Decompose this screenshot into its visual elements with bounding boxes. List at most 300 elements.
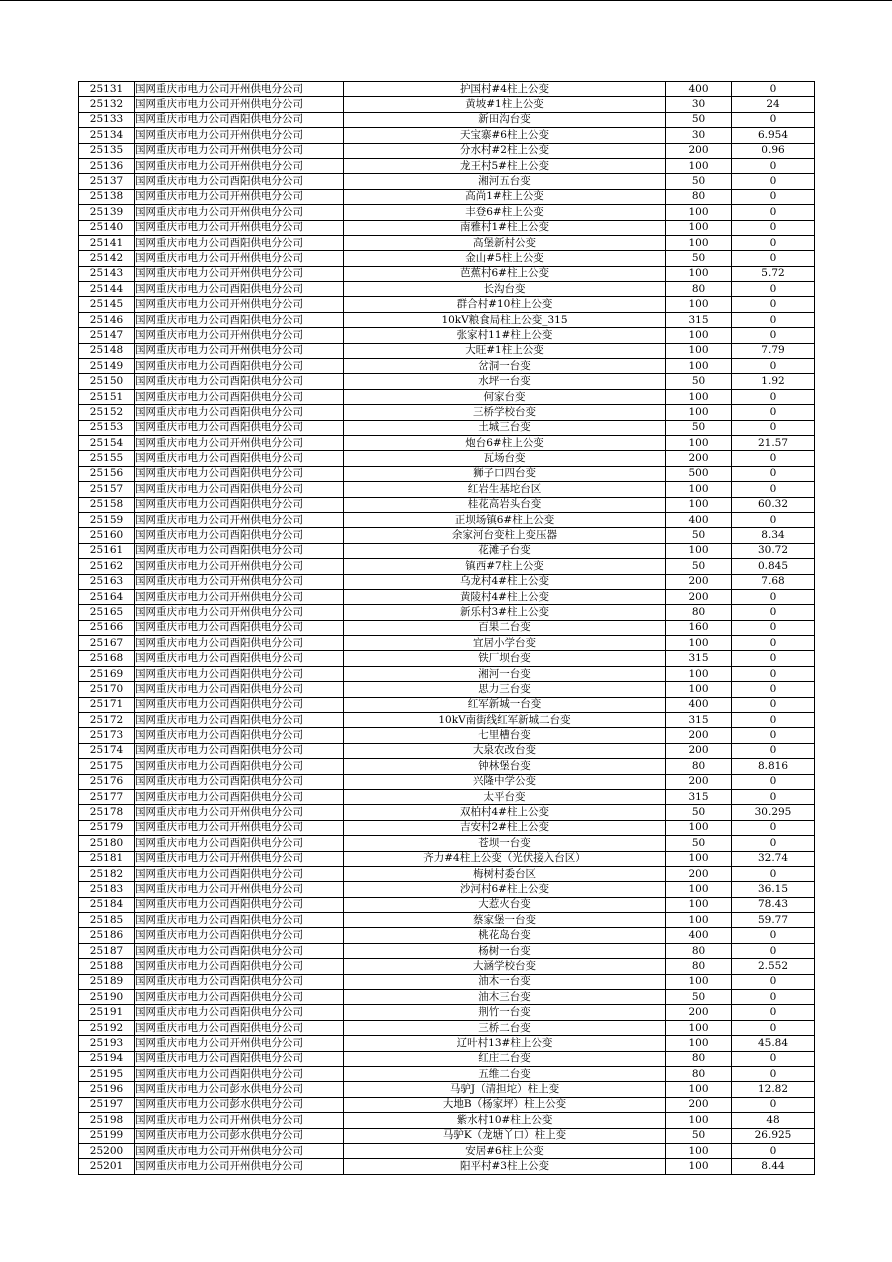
capacity-cell: 315 bbox=[666, 789, 732, 804]
value-cell: 0 bbox=[732, 312, 815, 327]
capacity-cell: 200 bbox=[666, 1097, 732, 1112]
value-cell: 0.845 bbox=[732, 559, 815, 574]
value-cell: 5.72 bbox=[732, 266, 815, 281]
value-cell: 0 bbox=[732, 420, 815, 435]
transformer-name-cell: 百果二台变 bbox=[344, 620, 666, 635]
company-cell: 国网重庆市电力公司开州供电分公司 bbox=[135, 128, 344, 143]
row-id-cell: 25164 bbox=[79, 589, 135, 604]
row-id-cell: 25187 bbox=[79, 943, 135, 958]
value-cell: 0 bbox=[732, 328, 815, 343]
row-id-cell: 25150 bbox=[79, 374, 135, 389]
company-cell: 国网重庆市电力公司开州供电分公司 bbox=[135, 297, 344, 312]
table-row bbox=[79, 528, 815, 543]
transformer-name-cell: 张家村11#柱上公变 bbox=[344, 328, 666, 343]
transformer-name-cell: 长沟台变 bbox=[344, 282, 666, 297]
row-id-cell: 25133 bbox=[79, 112, 135, 127]
row-id-cell: 25158 bbox=[79, 497, 135, 512]
table-row bbox=[79, 543, 815, 558]
table-row bbox=[79, 928, 815, 943]
value-cell: 2.552 bbox=[732, 959, 815, 974]
capacity-cell: 100 bbox=[666, 389, 732, 404]
row-id-cell: 25194 bbox=[79, 1051, 135, 1066]
row-id-cell: 25188 bbox=[79, 959, 135, 974]
row-id-cell: 25200 bbox=[79, 1143, 135, 1158]
transformer-name-cell: 桃花岛台变 bbox=[344, 928, 666, 943]
row-id-cell: 25142 bbox=[79, 251, 135, 266]
capacity-cell: 200 bbox=[666, 589, 732, 604]
row-id-cell: 25169 bbox=[79, 666, 135, 681]
company-cell: 国网重庆市电力公司开州供电分公司 bbox=[135, 1159, 344, 1174]
value-cell: 0 bbox=[732, 359, 815, 374]
company-cell: 国网重庆市电力公司开州供电分公司 bbox=[135, 205, 344, 220]
capacity-cell: 315 bbox=[666, 312, 732, 327]
transformer-name-cell: 龙王村5#柱上公变 bbox=[344, 158, 666, 173]
table-row bbox=[79, 235, 815, 250]
company-cell: 国网重庆市电力公司开州供电分公司 bbox=[135, 435, 344, 450]
value-cell: 0 bbox=[732, 1067, 815, 1082]
table-row bbox=[79, 420, 815, 435]
value-cell: 0 bbox=[732, 282, 815, 297]
transformer-name-cell: 大泉农改台变 bbox=[344, 743, 666, 758]
table-row bbox=[79, 805, 815, 820]
value-cell: 0 bbox=[732, 189, 815, 204]
capacity-cell: 100 bbox=[666, 405, 732, 420]
capacity-cell: 100 bbox=[666, 158, 732, 173]
value-cell: 0 bbox=[732, 620, 815, 635]
capacity-cell: 100 bbox=[666, 543, 732, 558]
transformer-name-cell: 红军新城一台变 bbox=[344, 697, 666, 712]
page-top-rule bbox=[0, 0, 892, 1]
company-cell: 国网重庆市电力公司酉阳供电分公司 bbox=[135, 728, 344, 743]
capacity-cell: 30 bbox=[666, 97, 732, 112]
row-id-cell: 25145 bbox=[79, 297, 135, 312]
transformer-name-cell: 杨树一台变 bbox=[344, 943, 666, 958]
row-id-cell: 25190 bbox=[79, 990, 135, 1005]
table-row bbox=[79, 943, 815, 958]
transformer-name-cell: 丰登6#柱上公变 bbox=[344, 205, 666, 220]
company-cell: 国网重庆市电力公司酉阳供电分公司 bbox=[135, 866, 344, 881]
value-cell: 0 bbox=[732, 666, 815, 681]
transformer-name-cell: 紫水村10#柱上公变 bbox=[344, 1113, 666, 1128]
row-id-cell: 25201 bbox=[79, 1159, 135, 1174]
company-cell: 国网重庆市电力公司开州供电分公司 bbox=[135, 82, 344, 97]
row-id-cell: 25149 bbox=[79, 359, 135, 374]
company-cell: 国网重庆市电力公司酉阳供电分公司 bbox=[135, 836, 344, 851]
table-row bbox=[79, 651, 815, 666]
row-id-cell: 25154 bbox=[79, 435, 135, 450]
table-row bbox=[79, 1082, 815, 1097]
capacity-cell: 50 bbox=[666, 112, 732, 127]
value-cell: 24 bbox=[732, 97, 815, 112]
value-cell: 21.57 bbox=[732, 435, 815, 450]
value-cell: 6.954 bbox=[732, 128, 815, 143]
table-row bbox=[79, 682, 815, 697]
capacity-cell: 200 bbox=[666, 451, 732, 466]
table-row bbox=[79, 174, 815, 189]
row-id-cell: 25182 bbox=[79, 866, 135, 881]
transformer-name-cell: 油木一台变 bbox=[344, 974, 666, 989]
table-row bbox=[79, 605, 815, 620]
value-cell: 0 bbox=[732, 297, 815, 312]
capacity-cell: 50 bbox=[666, 251, 732, 266]
company-cell: 国网重庆市电力公司酉阳供电分公司 bbox=[135, 943, 344, 958]
table-row bbox=[79, 743, 815, 758]
row-id-cell: 25171 bbox=[79, 697, 135, 712]
capacity-cell: 100 bbox=[666, 1159, 732, 1174]
table-row bbox=[79, 974, 815, 989]
value-cell: 0 bbox=[732, 866, 815, 881]
row-id-cell: 25161 bbox=[79, 543, 135, 558]
capacity-cell: 100 bbox=[666, 205, 732, 220]
table-row bbox=[79, 1159, 815, 1174]
value-cell: 0 bbox=[732, 158, 815, 173]
value-cell: 0 bbox=[732, 774, 815, 789]
transformer-name-cell: 余家河台变柱上变压器 bbox=[344, 528, 666, 543]
value-cell: 0 bbox=[732, 820, 815, 835]
row-id-cell: 25175 bbox=[79, 759, 135, 774]
value-cell: 0 bbox=[732, 697, 815, 712]
capacity-cell: 100 bbox=[666, 1082, 732, 1097]
capacity-cell: 500 bbox=[666, 466, 732, 481]
capacity-cell: 80 bbox=[666, 282, 732, 297]
row-id-cell: 25136 bbox=[79, 158, 135, 173]
capacity-cell: 80 bbox=[666, 1067, 732, 1082]
company-cell: 国网重庆市电力公司酉阳供电分公司 bbox=[135, 990, 344, 1005]
table-row bbox=[79, 636, 815, 651]
company-cell: 国网重庆市电力公司酉阳供电分公司 bbox=[135, 405, 344, 420]
value-cell: 0 bbox=[732, 974, 815, 989]
value-cell: 48 bbox=[732, 1113, 815, 1128]
table-row bbox=[79, 359, 815, 374]
value-cell: 36.15 bbox=[732, 882, 815, 897]
company-cell: 国网重庆市电力公司酉阳供电分公司 bbox=[135, 1051, 344, 1066]
capacity-cell: 200 bbox=[666, 866, 732, 881]
transformer-name-cell: 群合村#10柱上公变 bbox=[344, 297, 666, 312]
company-cell: 国网重庆市电力公司酉阳供电分公司 bbox=[135, 466, 344, 481]
company-cell: 国网重庆市电力公司开州供电分公司 bbox=[135, 251, 344, 266]
capacity-cell: 100 bbox=[666, 682, 732, 697]
row-id-cell: 25165 bbox=[79, 605, 135, 620]
table-row bbox=[79, 713, 815, 728]
row-id-cell: 25140 bbox=[79, 220, 135, 235]
value-cell: 0 bbox=[732, 789, 815, 804]
row-id-cell: 25174 bbox=[79, 743, 135, 758]
capacity-cell: 100 bbox=[666, 1020, 732, 1035]
transformer-name-cell: 新田沟台变 bbox=[344, 112, 666, 127]
company-cell: 国网重庆市电力公司开州供电分公司 bbox=[135, 343, 344, 358]
transformer-name-cell: 水坪一台变 bbox=[344, 374, 666, 389]
company-cell: 国网重庆市电力公司开州供电分公司 bbox=[135, 820, 344, 835]
capacity-cell: 100 bbox=[666, 497, 732, 512]
row-id-cell: 25178 bbox=[79, 805, 135, 820]
company-cell: 国网重庆市电力公司酉阳供电分公司 bbox=[135, 928, 344, 943]
value-cell: 0 bbox=[732, 651, 815, 666]
value-cell: 60.32 bbox=[732, 497, 815, 512]
value-cell: 0 bbox=[732, 482, 815, 497]
table-row bbox=[79, 297, 815, 312]
value-cell: 30.295 bbox=[732, 805, 815, 820]
company-cell: 国网重庆市电力公司开州供电分公司 bbox=[135, 589, 344, 604]
company-cell: 国网重庆市电力公司酉阳供电分公司 bbox=[135, 620, 344, 635]
table-row bbox=[79, 189, 815, 204]
table-row bbox=[79, 266, 815, 281]
row-id-cell: 25135 bbox=[79, 143, 135, 158]
company-cell: 国网重庆市电力公司开州供电分公司 bbox=[135, 1143, 344, 1158]
capacity-cell: 400 bbox=[666, 928, 732, 943]
capacity-cell: 100 bbox=[666, 974, 732, 989]
transformer-name-cell: 黄陵村4#柱上公变 bbox=[344, 589, 666, 604]
transformer-name-cell: 护国村#4柱上公变 bbox=[344, 82, 666, 97]
transformer-name-cell: 湘河一台变 bbox=[344, 666, 666, 681]
table-row bbox=[79, 374, 815, 389]
row-id-cell: 25160 bbox=[79, 528, 135, 543]
table-row bbox=[79, 697, 815, 712]
company-cell: 国网重庆市电力公司酉阳供电分公司 bbox=[135, 897, 344, 912]
transformer-name-cell: 大惹火台变 bbox=[344, 897, 666, 912]
transformer-name-cell: 五维二台变 bbox=[344, 1067, 666, 1082]
transformer-name-cell: 兴隆中学公变 bbox=[344, 774, 666, 789]
table-row bbox=[79, 990, 815, 1005]
transformer-name-cell: 花滩子台变 bbox=[344, 543, 666, 558]
row-id-cell: 25155 bbox=[79, 451, 135, 466]
transformer-name-cell: 马驴J（清担坨）柱上变 bbox=[344, 1082, 666, 1097]
table-row bbox=[79, 1036, 815, 1051]
transformer-name-cell: 太平台变 bbox=[344, 789, 666, 804]
company-cell: 国网重庆市电力公司酉阳供电分公司 bbox=[135, 235, 344, 250]
row-id-cell: 25147 bbox=[79, 328, 135, 343]
row-id-cell: 25191 bbox=[79, 1005, 135, 1020]
table-row bbox=[79, 1051, 815, 1066]
capacity-cell: 80 bbox=[666, 189, 732, 204]
table-row bbox=[79, 1005, 815, 1020]
value-cell: 0 bbox=[732, 466, 815, 481]
transformer-name-cell: 齐力#4柱上公变（光伏接入台区） bbox=[344, 851, 666, 866]
row-id-cell: 25196 bbox=[79, 1082, 135, 1097]
company-cell: 国网重庆市电力公司彭水供电分公司 bbox=[135, 1097, 344, 1112]
row-id-cell: 25170 bbox=[79, 682, 135, 697]
company-cell: 国网重庆市电力公司酉阳供电分公司 bbox=[135, 374, 344, 389]
table-row bbox=[79, 312, 815, 327]
capacity-cell: 200 bbox=[666, 774, 732, 789]
table-row bbox=[79, 205, 815, 220]
value-cell: 0 bbox=[732, 1005, 815, 1020]
company-cell: 国网重庆市电力公司酉阳供电分公司 bbox=[135, 789, 344, 804]
row-id-cell: 25181 bbox=[79, 851, 135, 866]
transformer-name-cell: 辽叶村13#柱上公变 bbox=[344, 1036, 666, 1051]
capacity-cell: 80 bbox=[666, 759, 732, 774]
company-cell: 国网重庆市电力公司开州供电分公司 bbox=[135, 328, 344, 343]
capacity-cell: 100 bbox=[666, 882, 732, 897]
capacity-cell: 50 bbox=[666, 805, 732, 820]
value-cell: 0 bbox=[732, 112, 815, 127]
row-id-cell: 25146 bbox=[79, 312, 135, 327]
row-id-cell: 25138 bbox=[79, 189, 135, 204]
capacity-cell: 80 bbox=[666, 1051, 732, 1066]
value-cell: 0 bbox=[732, 928, 815, 943]
row-id-cell: 25198 bbox=[79, 1113, 135, 1128]
company-cell: 国网重庆市电力公司酉阳供电分公司 bbox=[135, 112, 344, 127]
row-id-cell: 25159 bbox=[79, 512, 135, 527]
company-cell: 国网重庆市电力公司酉阳供电分公司 bbox=[135, 713, 344, 728]
company-cell: 国网重庆市电力公司酉阳供电分公司 bbox=[135, 1020, 344, 1035]
value-cell: 32.74 bbox=[732, 851, 815, 866]
transformer-name-cell: 红岩生基坨台区 bbox=[344, 482, 666, 497]
table-row bbox=[79, 497, 815, 512]
company-cell: 国网重庆市电力公司酉阳供电分公司 bbox=[135, 666, 344, 681]
value-cell: 0 bbox=[732, 251, 815, 266]
row-id-cell: 25189 bbox=[79, 974, 135, 989]
company-cell: 国网重庆市电力公司开州供电分公司 bbox=[135, 266, 344, 281]
row-id-cell: 25131 bbox=[79, 82, 135, 97]
capacity-cell: 100 bbox=[666, 1113, 732, 1128]
company-cell: 国网重庆市电力公司酉阳供电分公司 bbox=[135, 420, 344, 435]
capacity-cell: 100 bbox=[666, 297, 732, 312]
transformer-name-cell: 天宝寨#6柱上公变 bbox=[344, 128, 666, 143]
value-cell: 30.72 bbox=[732, 543, 815, 558]
capacity-cell: 100 bbox=[666, 851, 732, 866]
table-row bbox=[79, 820, 815, 835]
transformer-name-cell: 10kV粮食局柱上公变_315 bbox=[344, 312, 666, 327]
value-cell: 0 bbox=[732, 713, 815, 728]
row-id-cell: 25167 bbox=[79, 636, 135, 651]
value-cell: 0 bbox=[732, 1097, 815, 1112]
capacity-cell: 100 bbox=[666, 820, 732, 835]
capacity-cell: 100 bbox=[666, 636, 732, 651]
table-row bbox=[79, 466, 815, 481]
transformer-name-cell: 梅树村委台区 bbox=[344, 866, 666, 881]
capacity-cell: 100 bbox=[666, 328, 732, 343]
transformer-name-cell: 瓦场台变 bbox=[344, 451, 666, 466]
transformer-table bbox=[78, 81, 815, 1175]
capacity-cell: 50 bbox=[666, 836, 732, 851]
table-row bbox=[79, 574, 815, 589]
transformer-name-cell: 正坝场镇6#柱上公变 bbox=[344, 512, 666, 527]
capacity-cell: 200 bbox=[666, 143, 732, 158]
transformer-name-cell: 炮台6#柱上公变 bbox=[344, 435, 666, 450]
company-cell: 国网重庆市电力公司酉阳供电分公司 bbox=[135, 389, 344, 404]
table-row bbox=[79, 482, 815, 497]
capacity-cell: 200 bbox=[666, 1005, 732, 1020]
transformer-name-cell: 狮子口四台变 bbox=[344, 466, 666, 481]
table-row bbox=[79, 328, 815, 343]
table-row bbox=[79, 389, 815, 404]
capacity-cell: 100 bbox=[666, 666, 732, 681]
row-id-cell: 25137 bbox=[79, 174, 135, 189]
company-cell: 国网重庆市电力公司酉阳供电分公司 bbox=[135, 651, 344, 666]
capacity-cell: 80 bbox=[666, 959, 732, 974]
transformer-name-cell: 钟林堡台变 bbox=[344, 759, 666, 774]
table-row bbox=[79, 1128, 815, 1143]
table-body bbox=[79, 82, 815, 1175]
table-row bbox=[79, 882, 815, 897]
row-id-cell: 25172 bbox=[79, 713, 135, 728]
table-row bbox=[79, 1097, 815, 1112]
value-cell: 0 bbox=[732, 512, 815, 527]
table-row bbox=[79, 789, 815, 804]
transformer-name-cell: 高尚1#柱上公变 bbox=[344, 189, 666, 204]
capacity-cell: 80 bbox=[666, 605, 732, 620]
transformer-name-cell: 七里槽台变 bbox=[344, 728, 666, 743]
row-id-cell: 25157 bbox=[79, 482, 135, 497]
company-cell: 国网重庆市电力公司彭水供电分公司 bbox=[135, 1082, 344, 1097]
row-id-cell: 25195 bbox=[79, 1067, 135, 1082]
capacity-cell: 50 bbox=[666, 559, 732, 574]
transformer-name-cell: 吉安村2#柱上公变 bbox=[344, 820, 666, 835]
transformer-name-cell: 黄坡#1柱上公变 bbox=[344, 97, 666, 112]
company-cell: 国网重庆市电力公司酉阳供电分公司 bbox=[135, 636, 344, 651]
row-id-cell: 25156 bbox=[79, 466, 135, 481]
transformer-name-cell: 马驴K（龙塘丫口）柱上变 bbox=[344, 1128, 666, 1143]
row-id-cell: 25152 bbox=[79, 405, 135, 420]
row-id-cell: 25166 bbox=[79, 620, 135, 635]
company-cell: 国网重庆市电力公司开州供电分公司 bbox=[135, 189, 344, 204]
table-row bbox=[79, 959, 815, 974]
capacity-cell: 100 bbox=[666, 435, 732, 450]
table-row bbox=[79, 112, 815, 127]
table-row bbox=[79, 1020, 815, 1035]
transformer-name-cell: 安居#6柱上公变 bbox=[344, 1143, 666, 1158]
company-cell: 国网重庆市电力公司酉阳供电分公司 bbox=[135, 497, 344, 512]
transformer-name-cell: 芭蕉村6#柱上公变 bbox=[344, 266, 666, 281]
capacity-cell: 100 bbox=[666, 220, 732, 235]
company-cell: 国网重庆市电力公司开州供电分公司 bbox=[135, 220, 344, 235]
value-cell: 0 bbox=[732, 636, 815, 651]
company-cell: 国网重庆市电力公司开州供电分公司 bbox=[135, 851, 344, 866]
row-id-cell: 25173 bbox=[79, 728, 135, 743]
table-row bbox=[79, 589, 815, 604]
company-cell: 国网重庆市电力公司酉阳供电分公司 bbox=[135, 774, 344, 789]
row-id-cell: 25162 bbox=[79, 559, 135, 574]
transformer-name-cell: 双柏村4#柱上公变 bbox=[344, 805, 666, 820]
company-cell: 国网重庆市电力公司酉阳供电分公司 bbox=[135, 174, 344, 189]
capacity-cell: 315 bbox=[666, 713, 732, 728]
value-cell: 0.96 bbox=[732, 143, 815, 158]
row-id-cell: 25143 bbox=[79, 266, 135, 281]
transformer-name-cell: 分水村#2柱上公变 bbox=[344, 143, 666, 158]
transformer-name-cell: 乌龙村4#柱上公变 bbox=[344, 574, 666, 589]
row-id-cell: 25177 bbox=[79, 789, 135, 804]
capacity-cell: 200 bbox=[666, 574, 732, 589]
transformer-name-cell: 沙河村6#柱上公变 bbox=[344, 882, 666, 897]
row-id-cell: 25192 bbox=[79, 1020, 135, 1035]
capacity-cell: 80 bbox=[666, 943, 732, 958]
capacity-cell: 400 bbox=[666, 697, 732, 712]
company-cell: 国网重庆市电力公司开州供电分公司 bbox=[135, 805, 344, 820]
table-row bbox=[79, 913, 815, 928]
company-cell: 国网重庆市电力公司酉阳供电分公司 bbox=[135, 1005, 344, 1020]
company-cell: 国网重庆市电力公司开州供电分公司 bbox=[135, 158, 344, 173]
capacity-cell: 50 bbox=[666, 1128, 732, 1143]
value-cell: 0 bbox=[732, 82, 815, 97]
capacity-cell: 100 bbox=[666, 1036, 732, 1051]
company-cell: 国网重庆市电力公司开州供电分公司 bbox=[135, 559, 344, 574]
company-cell: 国网重庆市电力公司彭水供电分公司 bbox=[135, 1128, 344, 1143]
company-cell: 国网重庆市电力公司酉阳供电分公司 bbox=[135, 312, 344, 327]
table-row bbox=[79, 251, 815, 266]
capacity-cell: 100 bbox=[666, 235, 732, 250]
value-cell: 0 bbox=[732, 220, 815, 235]
company-cell: 国网重庆市电力公司开州供电分公司 bbox=[135, 512, 344, 527]
transformer-name-cell: 金山#5柱上公变 bbox=[344, 251, 666, 266]
transformer-name-cell: 10kV南街线红军新城二台变 bbox=[344, 713, 666, 728]
capacity-cell: 100 bbox=[666, 1143, 732, 1158]
value-cell: 8.44 bbox=[732, 1159, 815, 1174]
row-id-cell: 25184 bbox=[79, 897, 135, 912]
value-cell: 0 bbox=[732, 728, 815, 743]
value-cell: 0 bbox=[732, 235, 815, 250]
table-row bbox=[79, 451, 815, 466]
capacity-cell: 100 bbox=[666, 266, 732, 281]
